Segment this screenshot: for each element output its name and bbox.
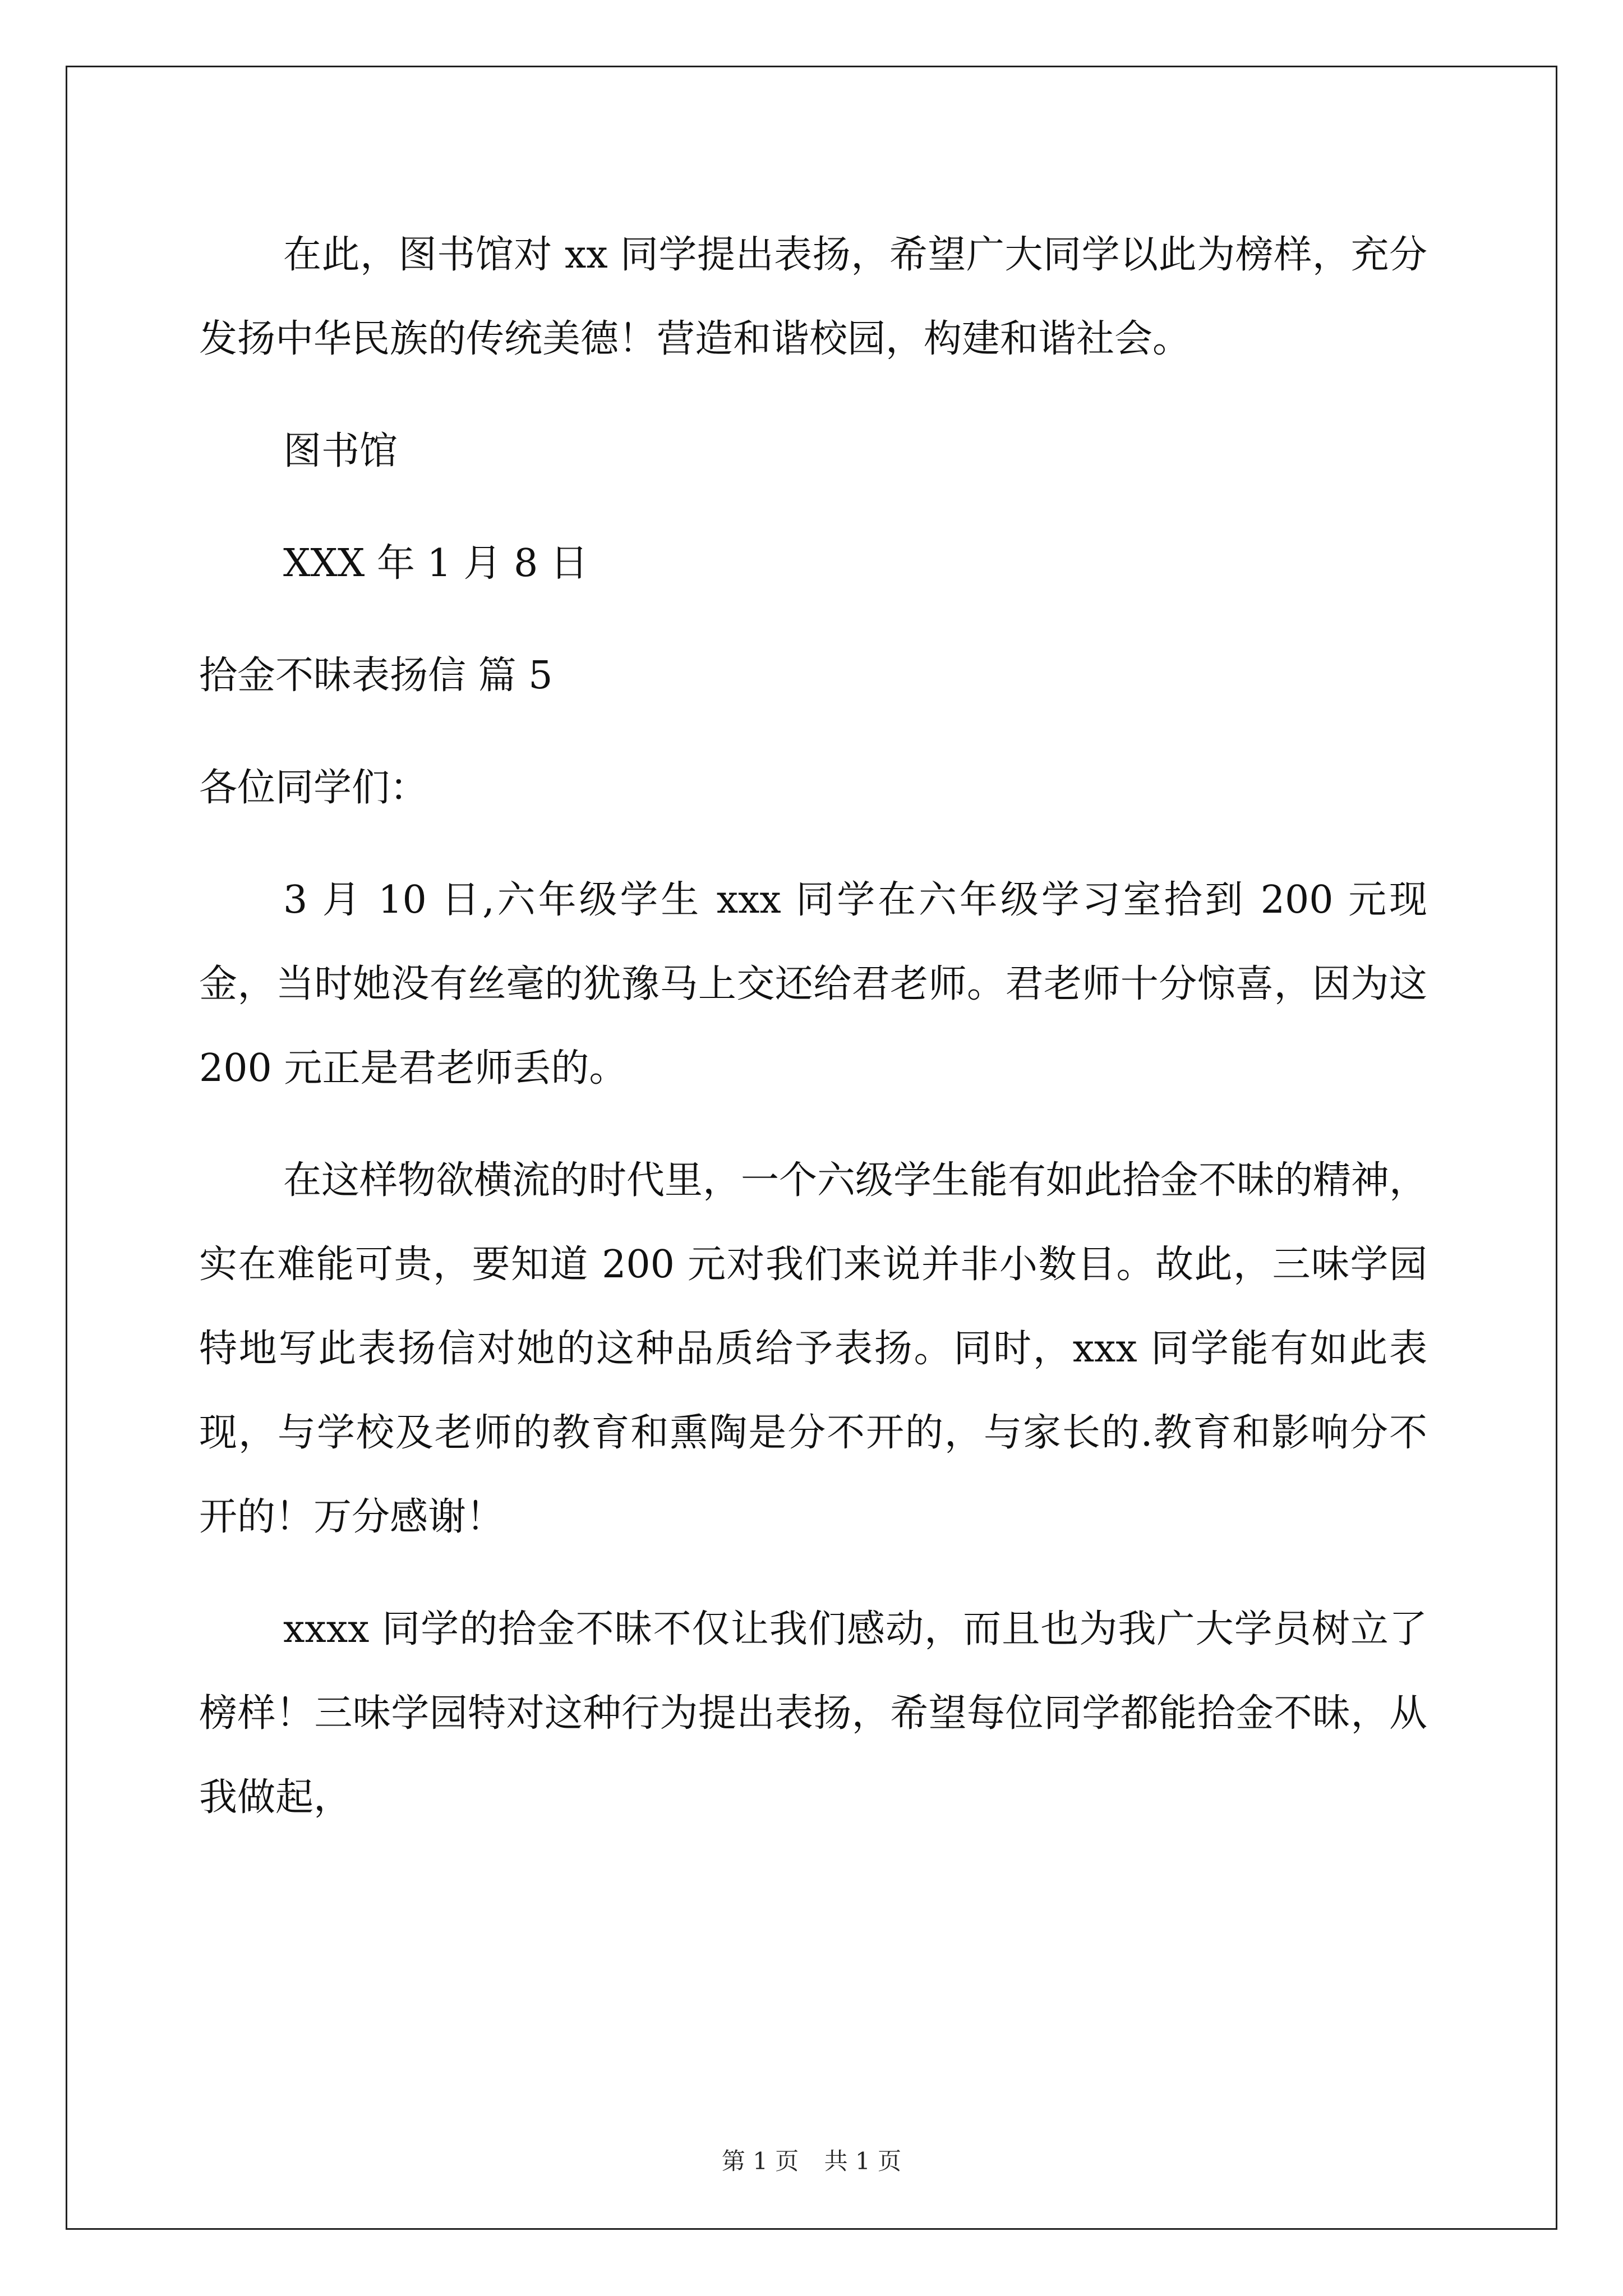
paragraph-commendation-closing: 在此，图书馆对 xx 同学提出表扬，希望广大同学以此为榜样，充分发扬中华民族的传统美德！营造和谐校园，构建和谐社会。 <box>199 233 1427 361</box>
page-total: 共 1 页 <box>824 2147 902 2175</box>
salutation: 各位同学们： <box>199 766 428 810</box>
signature-library: 图书馆 <box>283 429 398 473</box>
paragraph-praise: 在这样物欲横流的时代里，一个六级学生能有如此拾金不昧的精神，实在难能可贵，要知道 200 元对我们来说并非小数目。故此，三味学园特地写此表扬信对她的这种品质给予表扬。同时，xxx 同学能有如此表现，与学校及老师的教育和熏陶是分不开的，与家长的.教育和影响分不开的！万分感谢！ <box>199 1158 1428 1539</box>
paragraph-event: 3 月 10 日,六年级学生 xxx 同学在六年级学习室拾到 200 元现金，当时她没有丝毫的犹豫马上交还给君老师。君老师十分惊喜，因为这 200 元正是君老师丢的。 <box>199 878 1427 1091</box>
paragraph-conclusion: xxxx 同学的拾金不昧不仅让我们感动，而且也为我广大学员树立了榜样！三味学园特对这种行为提出表扬，希望每位同学都能拾金不昧，从我做起， <box>199 1607 1427 1820</box>
page-number: 第 1 页 <box>721 2147 799 2175</box>
signature-date: XXX 年 1 月 8 日 <box>283 541 588 586</box>
document-body <box>199 213 1427 1868</box>
page-footer <box>0 2143 1623 2177</box>
section-title: 拾金不昧表扬信 篇 5 <box>199 654 553 698</box>
